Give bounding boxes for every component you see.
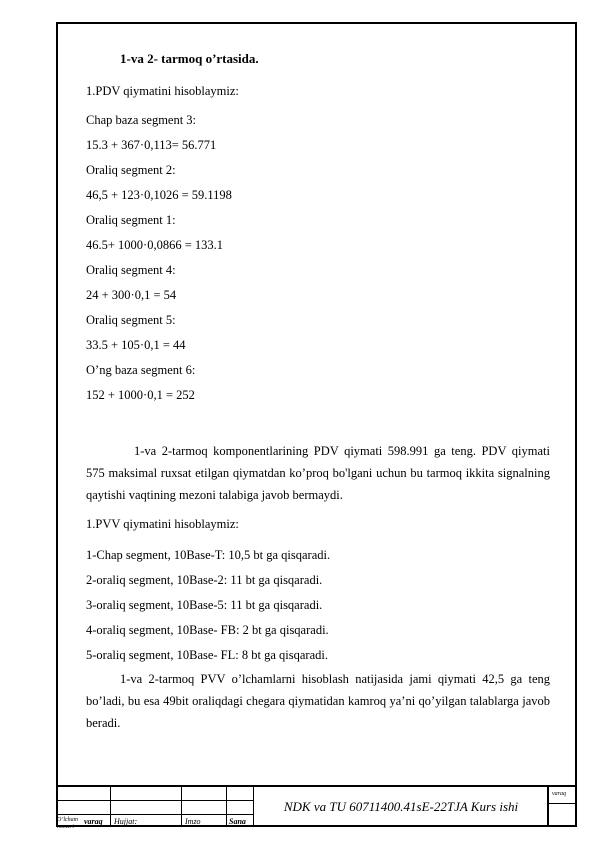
section-heading: 1-va 2- tarmoq o’rtasida. [120, 51, 259, 66]
pvv-item: 2-oraliq segment, 10Base-2: 11 bt ga qisqaradi. [86, 573, 323, 587]
document-body [86, 46, 550, 734]
segment-calc: 15.3 + 367·0,113= 56.771 [86, 138, 217, 152]
stamp-sana: Sana [229, 817, 246, 826]
pvv-item: 4-oraliq segment, 10Base- FB: 2 bt ga qisqaradi. [86, 623, 329, 637]
segment-calc: 46,5 + 123·0,1026 = 59.1198 [86, 188, 232, 202]
pvv-title: 1.PVV qiymatini hisoblaymiz: [86, 517, 239, 531]
segment-label: Oraliq segment 4: [86, 263, 176, 277]
pvv-item: 1-Chap segment, 10Base-T: 10,5 bt ga qisqaradi. [86, 548, 331, 562]
segment-calc: 152 + 1000·0,1 = 252 [86, 388, 195, 402]
segment-label: O’ng baza segment 6: [86, 363, 196, 377]
segment-label: Oraliq segment 2: [86, 163, 176, 177]
segment-label: Chap baza segment 3: [86, 113, 197, 127]
stamp-hujjat: Hujjat: [114, 817, 138, 826]
pdv-title: 1.PDV qiymatini hisoblaymiz: [86, 84, 239, 98]
segment-label: Oraliq segment 1: [86, 213, 176, 227]
pdv-conclusion: 1-va 2-tarmoq komponentlarining PDV qiymati 598.991 ga teng. PDV qiymati 575 maksimal ruxsat etilgan qiymatdan ko’proq bo'lgani uchun bu tarmoq ikkita signalning qaytishi vaqtining mezoni talabiga javob bermaydi. [86, 444, 550, 502]
pvv-item: 5-oraliq segment, 10Base- FL: 8 bt ga qisqaradi. [86, 648, 328, 662]
document-code: NDK va TU 60711400.41sE-22TJA Kurs ishi [283, 799, 519, 814]
stamp-right-varaq: varaq [552, 791, 566, 797]
segment-calc: 46.5+ 1000·0,0866 = 133.1 [86, 238, 224, 252]
stamp-imzo: Imzo [185, 817, 201, 826]
segment-calc: 33.5 + 105·0,1 = 44 [86, 338, 186, 352]
stamp-ozgarish: O’lcham [57, 817, 78, 823]
stamp-varaq: varaq [84, 817, 103, 826]
pvv-conclusion: 1-va 2-tarmoq PVV o’lchamlarni hisoblash natijasida jami qiymati 42,5 ga teng bo’ladi, bu esa 49bit oraliqdagi chegara qiymatidan kamroq ya’ni qo’yilgan talablarga javob beradi. [86, 672, 550, 730]
pvv-item: 3-oraliq segment, 10Base-5: 11 bt ga qisqaradi. [86, 598, 323, 612]
stamp-nomer: nomeri [57, 824, 74, 830]
segment-calc: 24 + 300·0,1 = 54 [86, 288, 177, 302]
segment-label: Oraliq segment 5: [86, 313, 176, 327]
title-block [56, 785, 577, 830]
